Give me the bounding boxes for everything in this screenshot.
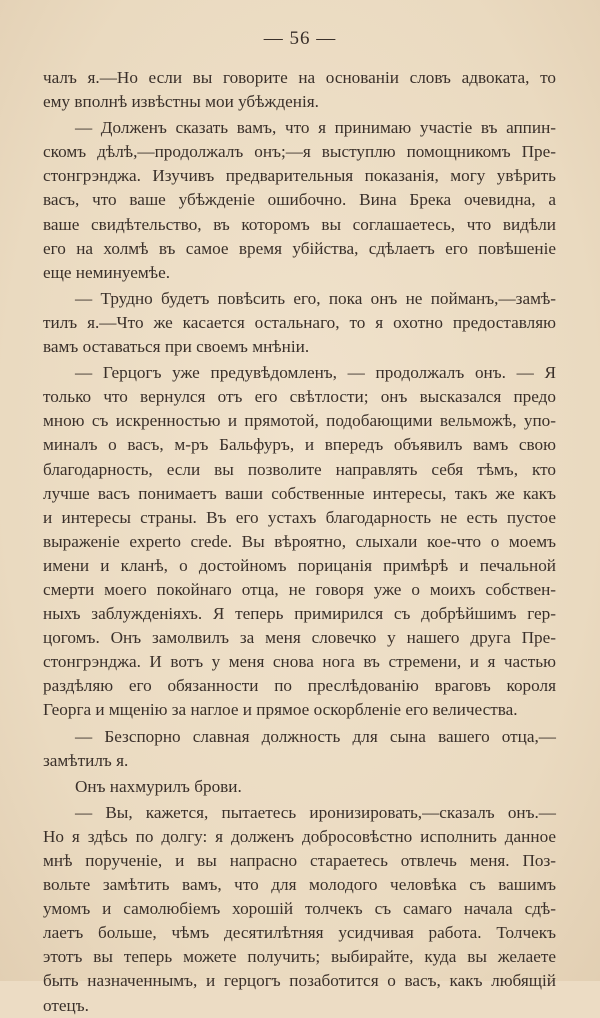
text-line: этотъ вы теперь можете получить; выбирайте, куда вы желаете <box>43 947 556 967</box>
text-line: вольте замѣтить вамъ, что для молодого человѣка съ вашимъ <box>43 875 556 895</box>
text-line: стонгрэнджа. Изучивъ предварительныя показанія, могу увѣрить <box>43 166 556 186</box>
text-line: умомъ и самолюбіемъ хорошій толчекъ съ самаго начала сдѣ- <box>43 899 556 919</box>
text-line: Но я здѣсь по долгу: я долженъ добросовѣстно исполнить данное <box>43 826 556 846</box>
paragraph <box>43 287 556 359</box>
text-line: — Безспорно славная должность для сына вашего отца,— <box>75 726 556 746</box>
page-text <box>43 66 556 1018</box>
text-line: отецъ. <box>43 995 89 1015</box>
text-line: тилъ я.—Что же касается остальнаго, то я охотно предоставляю <box>43 312 556 332</box>
text-line: — Вы, кажется, пытаетесь иронизировать,—сказалъ онъ.— <box>75 802 556 822</box>
paragraph <box>43 725 556 773</box>
text-line: чалъ я.—Но если вы говорите на основаніи словъ адвоката, то <box>43 68 556 87</box>
text-line: мнѣ порученіе, и вы напрасно стараетесь отвлечь меня. Поз- <box>43 851 556 870</box>
paragraph <box>43 801 556 1018</box>
text-line: быть назначеннымъ, и герцогъ позаботится о васъ, какъ любящій <box>43 971 556 991</box>
paragraph <box>43 361 556 722</box>
text-line: скомъ дѣлѣ,—продолжалъ онъ;—я выступлю помощникомъ Пре- <box>43 142 556 162</box>
text-line: лаетъ больше, чѣмъ десятилѣтняя усидчивая работа. Толчекъ <box>43 923 556 943</box>
text-line: — Трудно будетъ повѣсить его, пока онъ не пойманъ,—замѣ- <box>75 288 556 308</box>
text-line: мною съ искренностью и прямотой, подобающими вельможѣ, упо- <box>43 411 556 431</box>
text-line: только что вернулся отъ его свѣтлости; онъ высказался предо <box>43 387 556 407</box>
text-line: Онъ нахмурилъ брови. <box>75 776 242 796</box>
text-line: ныхъ заблужденіяхъ. Я теперь примирился съ добрѣйшимъ гер- <box>43 604 556 624</box>
paragraph <box>43 66 556 114</box>
text-line: и интересы страны. Въ его устахъ благодарность не есть пустое <box>43 507 556 527</box>
text-line: ваше свидѣтельство, въ которомъ вы соглашаетесь, что видѣли <box>43 214 556 234</box>
text-line: стонгрэнджа. И вотъ у меня снова нога въ стремени, и я частью <box>43 652 556 672</box>
text-line: цогомъ. Онъ замолвилъ за меня словечко у нашего друга Пре- <box>43 628 556 648</box>
text-line: вамъ оставаться при своемъ мнѣніи. <box>43 337 310 357</box>
text-line: еще неминуемѣе. <box>43 262 171 282</box>
text-line: лучше васъ понимаетъ ваши собственные интересы, такъ же какъ <box>43 483 556 503</box>
text-line: замѣтилъ я. <box>43 750 129 770</box>
text-line: смерти моего покойнаго отца, не говоря уже о моихъ собствен- <box>43 579 556 599</box>
text-line: миналъ о васъ, м-ръ Бальфуръ, и впередъ объявилъ вамъ свою <box>43 435 556 455</box>
text-line: ему вполнѣ извѣстны мои убѣжденія. <box>43 92 319 112</box>
text-line: васъ, что ваше убѣжденіе ошибочно. Вина Брека очевидна, а <box>43 190 556 210</box>
paragraph <box>43 775 556 799</box>
text-line: Георга и мщенію за наглое и прямое оскорбленіе его величества. <box>43 700 518 720</box>
text-line: раздѣляю его обязанности по преслѣдованію враговъ короля <box>43 676 556 696</box>
text-line: выраженіе experto crede. Вы вѣроятно, слыхали кое-что о моемъ <box>43 531 556 551</box>
page-number: — 56 — <box>263 28 337 49</box>
text-line: — Долженъ сказать вамъ, что я принимаю участіе въ аппин- <box>75 118 556 138</box>
text-line: — Герцогъ уже предувѣдомленъ, — продолжалъ онъ. — Я <box>75 363 556 383</box>
text-line: благодарность, если вы позволите направлять себя тѣмъ, кто <box>43 459 556 479</box>
text-line: его на холмѣ въ самое время убійства, сдѣлаетъ его повѣшеніе <box>43 238 556 258</box>
paragraph <box>43 116 556 285</box>
text-line: имени и кланѣ, о достойномъ порицанія примѣрѣ и печальной <box>43 555 556 575</box>
